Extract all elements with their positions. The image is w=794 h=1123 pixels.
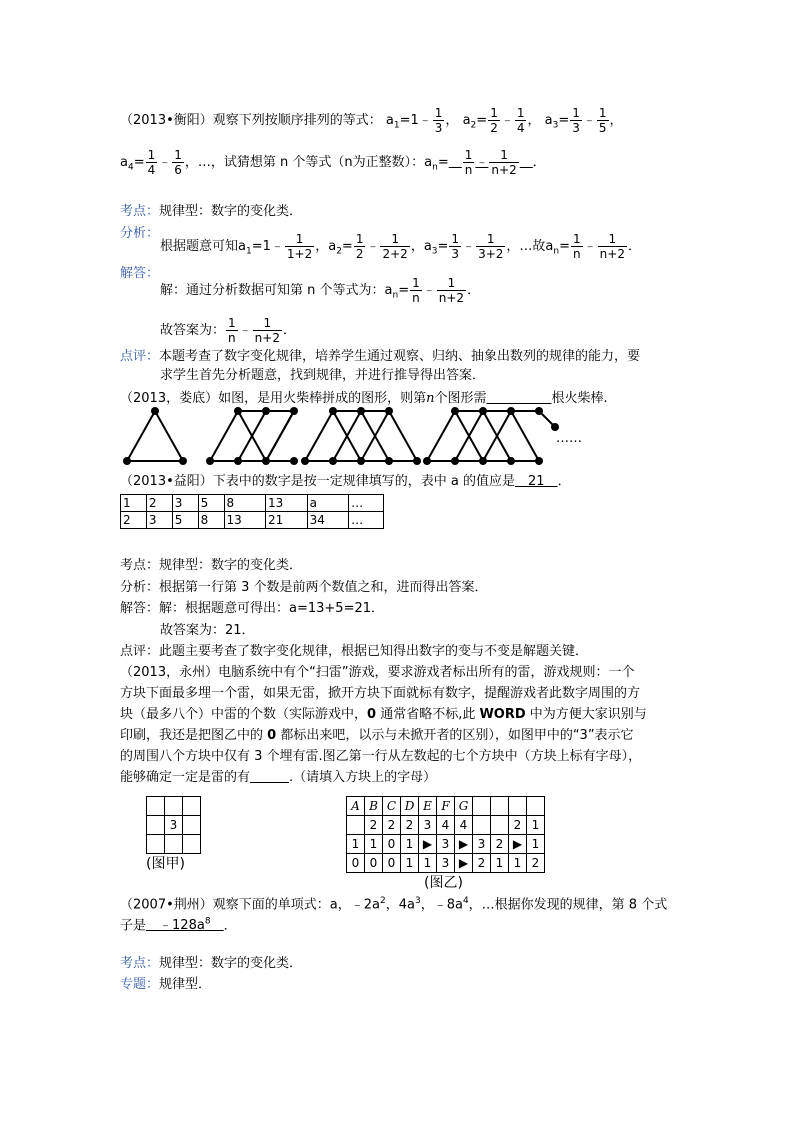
flag-icon: ▶ [419,835,437,854]
q1-dianping-2: 求学生首先分析题意，找到规律，并进行推导得出答案． [160,368,486,383]
q1-jieda: 解：通过分析数据可知第 n 个等式为：$a_n=$ $\frac{1}{n}$ ﹣ $\frac{1}{n+2}$ ． [160,276,481,305]
q4-line4: 印刷，我还是把图乙中的 0 都标出来吧，以示与未掀开者的区别），如图甲中的“3”表示它 [120,728,634,743]
q2-question: （2013，娄底）如图，是用火柴棒拼成的图形，则第n个图形需 根火柴棒. [120,391,608,406]
q2-ellipsis: …… [556,431,582,446]
q5-line2: 子是 $﹣128a^8$ ． [120,917,237,934]
table-row: 2 3 5 8 13 21 34 … [121,512,384,529]
q4-line5: 的周围八个方块中仅有 3 个埋有雷.图乙第一行从左数起的七个方块中（方块上标有字母）， [120,749,642,764]
q1-eq1: $a_1=1﹣$ $\frac{1}{3}$ ， [385,106,459,135]
q5-kaodian: 考点：规律型：数字的变化类． [120,956,303,971]
q4-line6: 能够确定一定是雷的有 .（请填入方块上的字母） [120,770,437,785]
q5-zhuanti: 专题：规律型． [120,977,212,992]
q1-answer: $a_n=$ $\frac{1}{n}$ ﹣ $\frac{1}{n+2}$ ． [424,148,546,177]
q3-kaodian: 考点：规律型：数字的变化类． [120,558,303,573]
q4-line1: （2013，永州）电脑系统中有个“扫雷”游戏，要求游戏者标出所有的雷，游戏规则：一个 [120,665,635,680]
q3-dianping: 点评：此题主要考查了数字变化规律，根据已知得出数字的变与不变是解题关键． [120,644,589,659]
q1-jieda-label: 解答： [120,266,160,281]
q1-guda: 故答案为： $\frac{1}{n}$ ﹣ $\frac{1}{n+2}$ ． [160,316,296,345]
flag-icon: ▶ [455,854,473,873]
table-row: 2 2 2 3 4 4 2 1 [347,816,545,835]
q4-line3: 块（最多八个）中雷的个数（实际游戏中，0 通常省略不标,此 WORD 中为方便大家识别与 [120,707,647,722]
minesweeper-jia: 3 [146,796,201,854]
q1-eq4: $a_4=$ $\frac{1}{4}$ ﹣ $\frac{1}{6}$ [120,148,182,177]
q1-eq2: $a_2=$ $\frac{1}{2}$ ﹣ $\frac{1}{4}$ ， [462,106,541,135]
flag-icon: ▶ [455,835,473,854]
q3-guda: 故答案为：21． [160,623,255,638]
q4-line2: 方块下面最多埋一个雷，如果无雷，掀开方块下面就标有数字，提醒游戏者此数字周围的方 [120,686,641,701]
table-row: A B C D E F G [347,797,545,816]
q1-kaodian: 考点：规律型：数字的变化类． [120,204,303,219]
table-row: 0 0 0 1 1 3 ▶ 2 1 1 2 [347,854,545,873]
flag-icon: ▶ [509,835,527,854]
q1-fenxi: 根据题意可知$a_1=1﹣$ $\frac{1}{1+2}$ ，$a_2=$ $\frac{1}{2}$ ﹣ $\frac{1}{2+2}$ ，$a_3=$ $\frac{1}{3}$ ﹣ $\frac{1}{3+2}$ ，…故$a_n=$ $\frac{1}{n}$ ﹣ $\frac{1}{n+2}$ ． [160,232,641,261]
caption-yi: (图乙) [424,875,463,891]
q3-fenxi: 分析：根据第一行第 3 个数是前两个数值之和，进而得出答案． [120,580,488,595]
table-row: 1 1 0 1 ▶ 3 ▶ 3 2 ▶ 1 [347,835,545,854]
q1-dianping: 点评：本题考查了数字变化规律，培养学生通过观察、归纳、抽象出数列的规律的能力，要 [120,349,641,364]
q1-eq3: $a_3=$ $\frac{1}{3}$ ﹣ $\frac{1}{5}$ ， [544,106,623,135]
minesweeper-yi [346,796,545,873]
q1-fenxi-label: 分析： [120,226,160,241]
q3-jieda: 解答：解：根据题意可得出：a=13+5=21． [120,601,384,616]
q3-question: （2013•益阳）下表中的数字是按一定规律填写的，表中 a 的值应是 21 ． [120,474,571,489]
q5-line1: （2007•荆州）观察下面的单项式：a，$﹣2a^2$，$4a^3$，$﹣8a^4$，…根据你发现的规律，第 8 个式 [120,896,668,913]
q1-line2: $a_4=$ $\frac{1}{4}$ ﹣ $\frac{1}{6}$ ，…，试猜想第 n 个等式（n为正整数）：$a_n=$ $\frac{1}{n}$ ﹣ $\frac{1}{n+2}$ ． [120,148,546,177]
q3-table [120,494,384,529]
matchstick-figures [115,405,615,467]
q1-line1: （2013•衡阳）观察下列按顺序排列的等式： $a_1=1﹣$ $\frac{1}{3}$ ， $a_2=$ $\frac{1}{2}$ ﹣ $\frac{1}{4}$ ， $a_3=$ $\frac{1}{3}$ ﹣ $\frac{1}{5}$ ， [120,106,623,135]
table-row: 1 2 3 5 8 13 a … [121,495,384,512]
caption-jia: (图甲) [146,856,185,872]
